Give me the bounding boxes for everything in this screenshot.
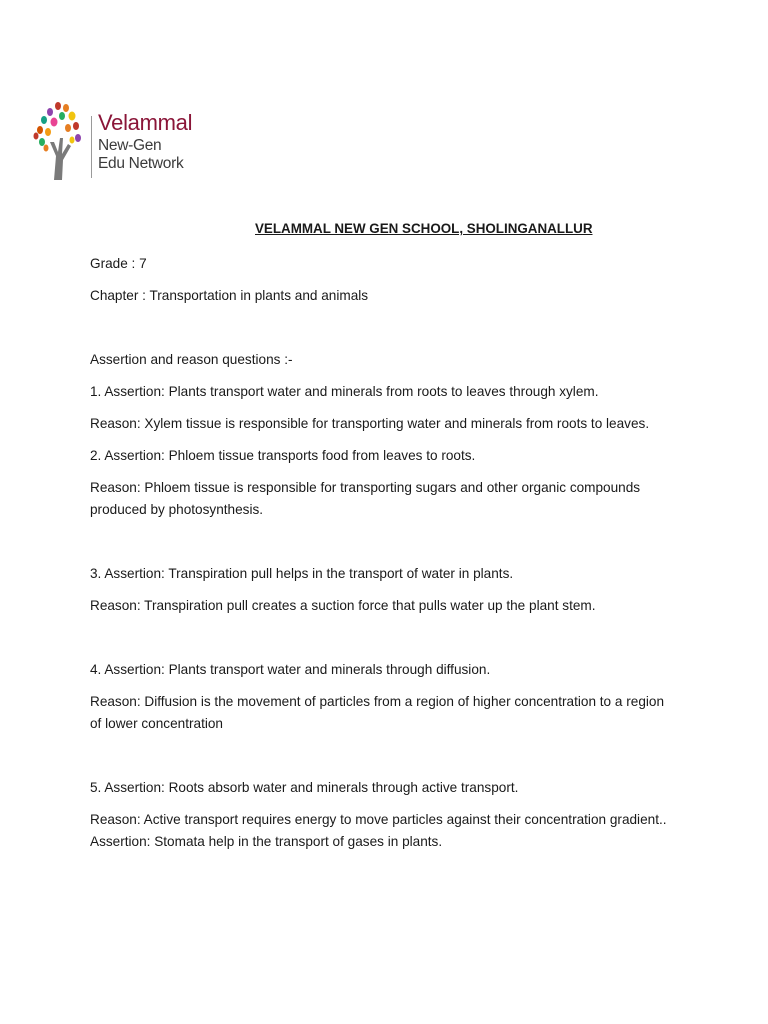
school-title: VELAMMAL NEW GEN SCHOOL, SHOLINGANALLUR (255, 221, 593, 236)
logo-brand-line1: Velammal (98, 110, 193, 135)
logo-brand-line3: Edu Network (98, 154, 184, 172)
question-5-assertion: 5. Assertion: Roots absorb water and minerals through active transport. (90, 780, 519, 795)
school-logo (32, 98, 192, 184)
question-4-reason: Reason: Diffusion is the movement of particles from a region of higher concentration to a region of lower concentration (90, 694, 665, 731)
question-4-assertion: 4. Assertion: Plants transport water and minerals through diffusion. (90, 662, 491, 677)
logo-wordmark (98, 112, 192, 171)
grade-line: Grade : 7 (90, 256, 147, 271)
question-2-assertion: 2. Assertion: Phloem tissue transports food from leaves to roots. (90, 448, 476, 463)
section-heading: Assertion and reason questions :- (90, 352, 293, 367)
logo-divider (91, 116, 92, 178)
logo-brand-line2: New-Gen (98, 137, 162, 154)
question-1-reason: Reason: Xylem tissue is responsible for transporting water and minerals from roots to leaves. (90, 416, 650, 431)
chapter-line: Chapter : Transportation in plants and animals (90, 288, 369, 303)
question-2-reason: Reason: Phloem tissue is responsible for transporting sugars and other organic compounds produced by photosynthesis. (90, 480, 641, 517)
question-5-reason: Reason: Active transport requires energy to move particles against their concentration gradient.. Assertion: Stomata help in the transport of gases in plants. (90, 812, 667, 849)
tree-logo-icon (32, 98, 88, 184)
document-body (90, 253, 670, 863)
question-3-assertion: 3. Assertion: Transpiration pull helps in the transport of water in plants. (90, 566, 514, 581)
question-3-reason: Reason: Transpiration pull creates a suction force that pulls water up the plant stem. (90, 598, 596, 613)
question-1-assertion: 1. Assertion: Plants transport water and minerals from roots to leaves through xylem. (90, 384, 599, 399)
